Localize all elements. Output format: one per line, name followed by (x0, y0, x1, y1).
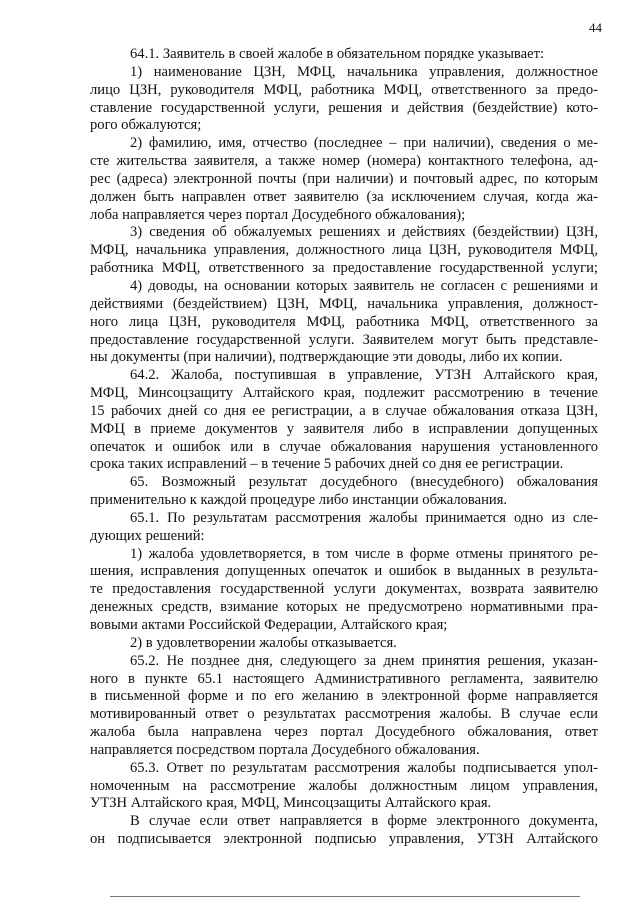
text-line: мотивированный ответ о результатах рассмотрения жалобы. В случае если (90, 706, 598, 723)
text-line: МФЦ в приеме документов у заявителя либо в исправлении допущенных (90, 420, 598, 437)
text-line: рого обжалуются; (90, 117, 202, 134)
text-line: 65.3. Ответ по результатам рассмотрения жалобы подписывается упол- (130, 759, 598, 776)
text-line: ного лица ЦЗН, руководителя МФЦ, работника МФЦ, ответственного за (90, 313, 598, 330)
text-line: 64.2. Жалоба, поступившая в управление, УТЗН Алтайского края, (130, 367, 598, 384)
text-line: МФЦ, начальника управления, должностного лица ЦЗН, руководителя МФЦ, (90, 242, 598, 259)
text-line: 65.2. Не позднее дня, следующего за днем принятия решения, указан- (130, 652, 598, 669)
text-line: направляется посредством портала Досудебного обжалования. (90, 741, 480, 758)
text-line: УТЗН Алтайского края, МФЦ, Минсоцзащиты Алтайского края. (90, 795, 492, 812)
text-line: номоченным на рассмотрение жалобы должностным лицом управления, (90, 777, 598, 794)
text-line: МФЦ, Минсоцзащиту Алтайского края, подлежит рассмотрению в течение (90, 385, 598, 402)
text-line: ны документы (при наличии), подтверждающие эти доводы, либо их копии. (90, 349, 563, 366)
text-line: В случае если ответ направляется в форме электронного документа, (130, 813, 598, 830)
text-line: должен быть направлен ответ заявителю (за исключением случая, когда жа- (90, 188, 598, 205)
text-line: 65. Возможный результат досудебного (внесудебного) обжалования (130, 474, 598, 491)
text-line: 2) в удовлетворении жалобы отказывается. (130, 634, 397, 651)
text-line: 65.1. По результатам рассмотрения жалобы принимается одно из сле- (130, 509, 598, 526)
text-line: вовыми актами Российской Федерации, Алтайского края; (90, 617, 448, 633)
text-line: 3) сведения об обжалуемых решениях и действиях (бездействии) ЦЗН, (130, 224, 598, 241)
bottom-rule (110, 896, 580, 897)
text-line: работника МФЦ, ответственного за предоставление государственной услуги; (90, 260, 598, 277)
text-line: 4) доводы, на основании которых заявитель не согласен с решениями и (130, 277, 598, 294)
text-line: лицо ЦЗН, руководителя МФЦ, работника МФЦ, ответственного за предо- (90, 81, 598, 98)
text-line: применительно к каждой процедуре либо инстанции обжалования. (90, 492, 508, 509)
document-body (90, 46, 598, 849)
text-line: ставление государственной услуги, решения и действия (бездействие) кото- (90, 99, 598, 116)
text-line: 64.1. Заявитель в своей жалобе в обязательном порядке указывает: (130, 46, 544, 62)
text-line: те предоставления государственной услуги документах, возврата заявителю (90, 581, 598, 598)
text-line: ного в пункте 65.1 настоящего Административного регламента, заявителю (90, 670, 598, 687)
text-line: дующих решений: (90, 527, 205, 544)
text-line: жалоба была направлена через портал Досудебного обжалования, ответ (90, 724, 598, 741)
text-line: 2) фамилию, имя, отчество (последнее – при наличии), сведения о ме- (130, 135, 598, 152)
text-line: сте жительства заявителя, а также номер (номера) контактного телефона, ад- (90, 153, 598, 170)
text-line: опечаток и ошибок или в случае обжалования нарушения установленного (90, 438, 598, 455)
text-line: он подписывается электронной подписью управления, УТЗН Алтайского (90, 831, 598, 848)
text-line: в письменной форме и по его желанию в электронной форме направляется (90, 688, 598, 705)
text-line: 15 рабочих дней со дня ее регистрации, а в случае обжалования отказа ЦЗН, (90, 402, 598, 419)
text-line: срока таких исправлений – в течение 5 рабочих дней со дня ее регистрации. (90, 456, 564, 473)
text-line: 1) жалоба удовлетворяется, в том числе в форме отмены принятого ре- (130, 545, 598, 562)
text-line: лоба направляется через портал Досудебного обжалования); (90, 206, 466, 223)
text-line: предоставление государственной услуги. Заявителем могут быть представле- (90, 331, 598, 348)
text-line: шения, исправления допущенных опечаток и ошибок в выданных в результа- (90, 563, 598, 580)
text-line: денежных средств, взимание которых не предусмотрено нормативными пра- (90, 599, 598, 616)
text-line: 1) наименование ЦЗН, МФЦ, начальника управления, должностное (130, 63, 598, 80)
page-number: 44 (589, 20, 602, 35)
text-line: рес (адреса) электронной почты (при наличии) и почтовый адрес, по которым (90, 170, 598, 187)
text-line: действиями (бездействием) ЦЗН, МФЦ, начальника управления, должност- (90, 295, 598, 312)
